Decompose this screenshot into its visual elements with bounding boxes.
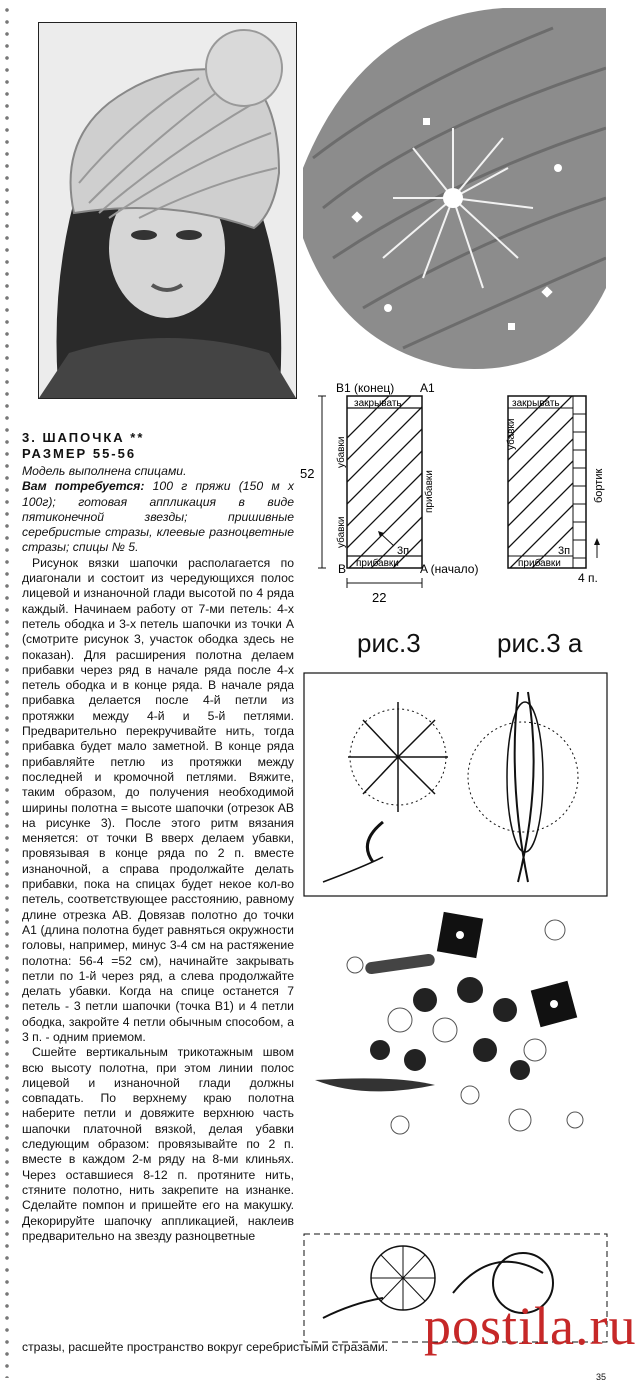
label-b1: B1 (конец) [336, 381, 395, 395]
label-sts-a: 3п [558, 545, 571, 557]
caption-fig3a: рис.3 а [497, 628, 583, 658]
instructions-final-line: стразы, расшейте пространство вокруг серебристыми стразами. [22, 1340, 389, 1354]
article-text [22, 464, 294, 1244]
materials-label: Вам потребуется: [22, 479, 145, 494]
diagram-fig3 [300, 378, 490, 608]
label-sts: 3п [397, 545, 410, 557]
label-a: A (начало) [420, 562, 479, 576]
label-dec-bottom: убавки [336, 516, 347, 548]
watermark-logo: postila.ru [424, 1296, 637, 1356]
label-inc-a: прибавки [518, 558, 561, 569]
materials-paragraph [22, 479, 294, 555]
article-size: РАЗМЕР 55-56 [22, 446, 137, 461]
hat-closeup-photo [303, 8, 606, 378]
intro-text: Модель выполнена спицами. [22, 464, 187, 478]
instructions-paragraph-2: Сшейте вертикальным трикотажным швом всю высоту полотна, при этом линии полос лицевой и изнаночной глади должны совпадать. По верхнему краю полотна наберите петли и довяжите верхнюю часть шапочки платочной вязкой, делая убавки следующим образом: провязывайте по 2 п. вместе в каждом 2-м ряду на 8-ми клиньях. Через оставшиеся 8-12 п. протяните нить, стяните полотно, нить закрепите на изнанке. Сделайте помпон и пришейте его на макушку. Декорируйте шапочку аппликацией, наклеив предварительно на звезду разноцветные [22, 1045, 294, 1243]
label-close: закрывать [354, 398, 402, 409]
label-inc-bottom: прибавки [356, 558, 399, 569]
model-photo [38, 22, 297, 399]
label-b: B [338, 562, 347, 576]
article-title: 3. ШАПОЧКА ** [22, 430, 145, 445]
label-band-sts: 4 п. [578, 571, 598, 585]
label-dec-a: убавки [506, 418, 517, 450]
label-band: бортик [593, 468, 605, 503]
rhinestones-illustration [305, 910, 605, 1160]
label-close-a: закрывать [512, 398, 560, 409]
materials-text: 100 г пряжи (150 м х 100г); готовая аппликация в виде пятиконечной звезды; пришивные серебристые стразы, клеевые разноцветные стразы; спицы № 5. [22, 479, 294, 555]
pompom-illustration [303, 672, 608, 897]
label-height: 52 [300, 466, 315, 481]
diagram-fig3a [500, 378, 610, 593]
spiral-binding [0, 0, 14, 1378]
page-number: 35 [596, 1372, 607, 1382]
label-width: 22 [372, 590, 387, 605]
label-inc-right: прибавки [424, 470, 435, 513]
caption-fig3: рис.3 [357, 628, 421, 658]
instructions-paragraph-1: Рисунок вязки шапочки располагается по диагонали и состоит из чередующихся полос лицевой и изнаночной глади высотой по 4 ряда каждый. Начинаем работу от 7-ми петель: 4-х петель ободка и 3-х петель шапочки из точки А (смотрите рисунок 3, участок ободка здесь не показан). Для расширения полотна делаем прибавки через ряд в начале ряда после 4-х петель ободка и в конце ряда. В начале ряда прибавка делается после 4-й петли из протяжки между 4-й и 5-й петлями. Предварительно перекручивайте нить, тогда прибавка будет мало заметной. В конце ряда прибавляйте петлю из протяжки между последней и кромочной петлями. Вяжите, таким образом, до получения необходимой ширины полотна = высоте шапочки (отрезок АВ на рисунке 3). После этого ритм вязания меняется: от точки В вверх делаем убавки, провязывая в конце ряда по 2 п. вместе изнаночной, а справа продолжайте делать прибавки, пока на спицах будет некое кол-во петель, соответствующее расстоянию, равному длине отрезка АВ. Довязав полотно до точки А1 (длина полотна будет равняться окружности головы, например, минус 3-4 см на растяжение полотна: 56-4 =52 см), начинайте закрывать петли по 1-й через ряд, а слева продолжайте делать убавки. Когда на спице останется 7 петель - 3 петли шапочки (точка В1) и 4 петли ободка, закройте 4 петли обычным способом, а 3 п. - одним приемом. [22, 555, 294, 1044]
label-dec-top: убавки [336, 436, 347, 468]
label-a1: A1 [420, 381, 435, 395]
